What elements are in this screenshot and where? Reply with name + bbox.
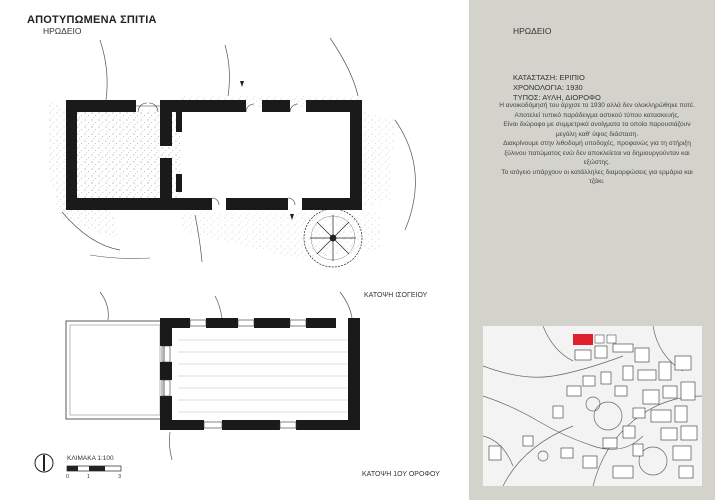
info-heading: ΗΡΩΔΕΙΟ — [513, 26, 552, 36]
desc-paragraph: Το ισόγειο υπάρχουν οι κατάλληλες διαμορφώσεις για ερμάρια και τζάκι. — [501, 168, 693, 185]
scale-bar — [67, 466, 121, 471]
desc-paragraph: Είναι διώροφο με συμμετρικά ανοίγματα τα οποία παρουσιάζουν μεγάλη καθ' ύψος διάσταση. — [503, 121, 691, 138]
info-description — [495, 101, 699, 187]
info-meta — [513, 73, 601, 103]
north-arrow-icon — [35, 454, 53, 472]
location-map — [483, 326, 702, 486]
first-floor-plan — [66, 318, 360, 430]
scale-tick-3: 3 — [118, 474, 122, 480]
desc-paragraph: Διακρίνουμε στην λιθοδομή υποδοχές, προφανώς για τη στήριξη ξύλινου πατώματος ενώ δεν αποκλείεται να δημιουργούνταν και εξώστης. — [503, 140, 691, 166]
ground-plan-label: ΚΑΤΟΨΗ ΙΣΟΓΕΙΟΥ — [364, 292, 428, 299]
info-date: ΧΡΟΝΟΛΟΓΙΑ: 1930 — [513, 83, 583, 92]
first-floor-plan-label: ΚΑΤΟΨΗ 1ΟΥ ΟΡΟΦΟΥ — [362, 471, 440, 478]
info-type: ΤΥΠΟΣ: ΑΥΛΗ, ΔΙΟΡΟΦΟ — [513, 93, 601, 102]
info-status: ΚΑΤΑΣΤΑΣΗ: ΕΡΙΠΙΟ — [513, 73, 585, 82]
scale-label: ΚΛΙΜΑΚΑ 1:100 — [67, 455, 114, 462]
scale-tick-0: 0 — [66, 474, 70, 480]
location-map-drawing — [483, 326, 702, 486]
sheet-title: ΑΠΟΤΥΠΩΜΕΝΑ ΣΠΙΤΙΑ — [27, 14, 157, 26]
scale-tick-1: 1 — [87, 474, 91, 480]
desc-paragraph: Η ανοικοδόμησή του άρχισε το 1930 αλλά δεν ολοκληρώθηκε ποτέ. — [499, 102, 695, 109]
sheet-subtitle: ΗΡΩΔΕΙΟ — [43, 26, 82, 36]
location-highlight — [573, 334, 593, 345]
desc-paragraph: Αποτελεί τυπικό παράδειγμα αστικού τύπου κατασκευής. — [514, 111, 680, 119]
